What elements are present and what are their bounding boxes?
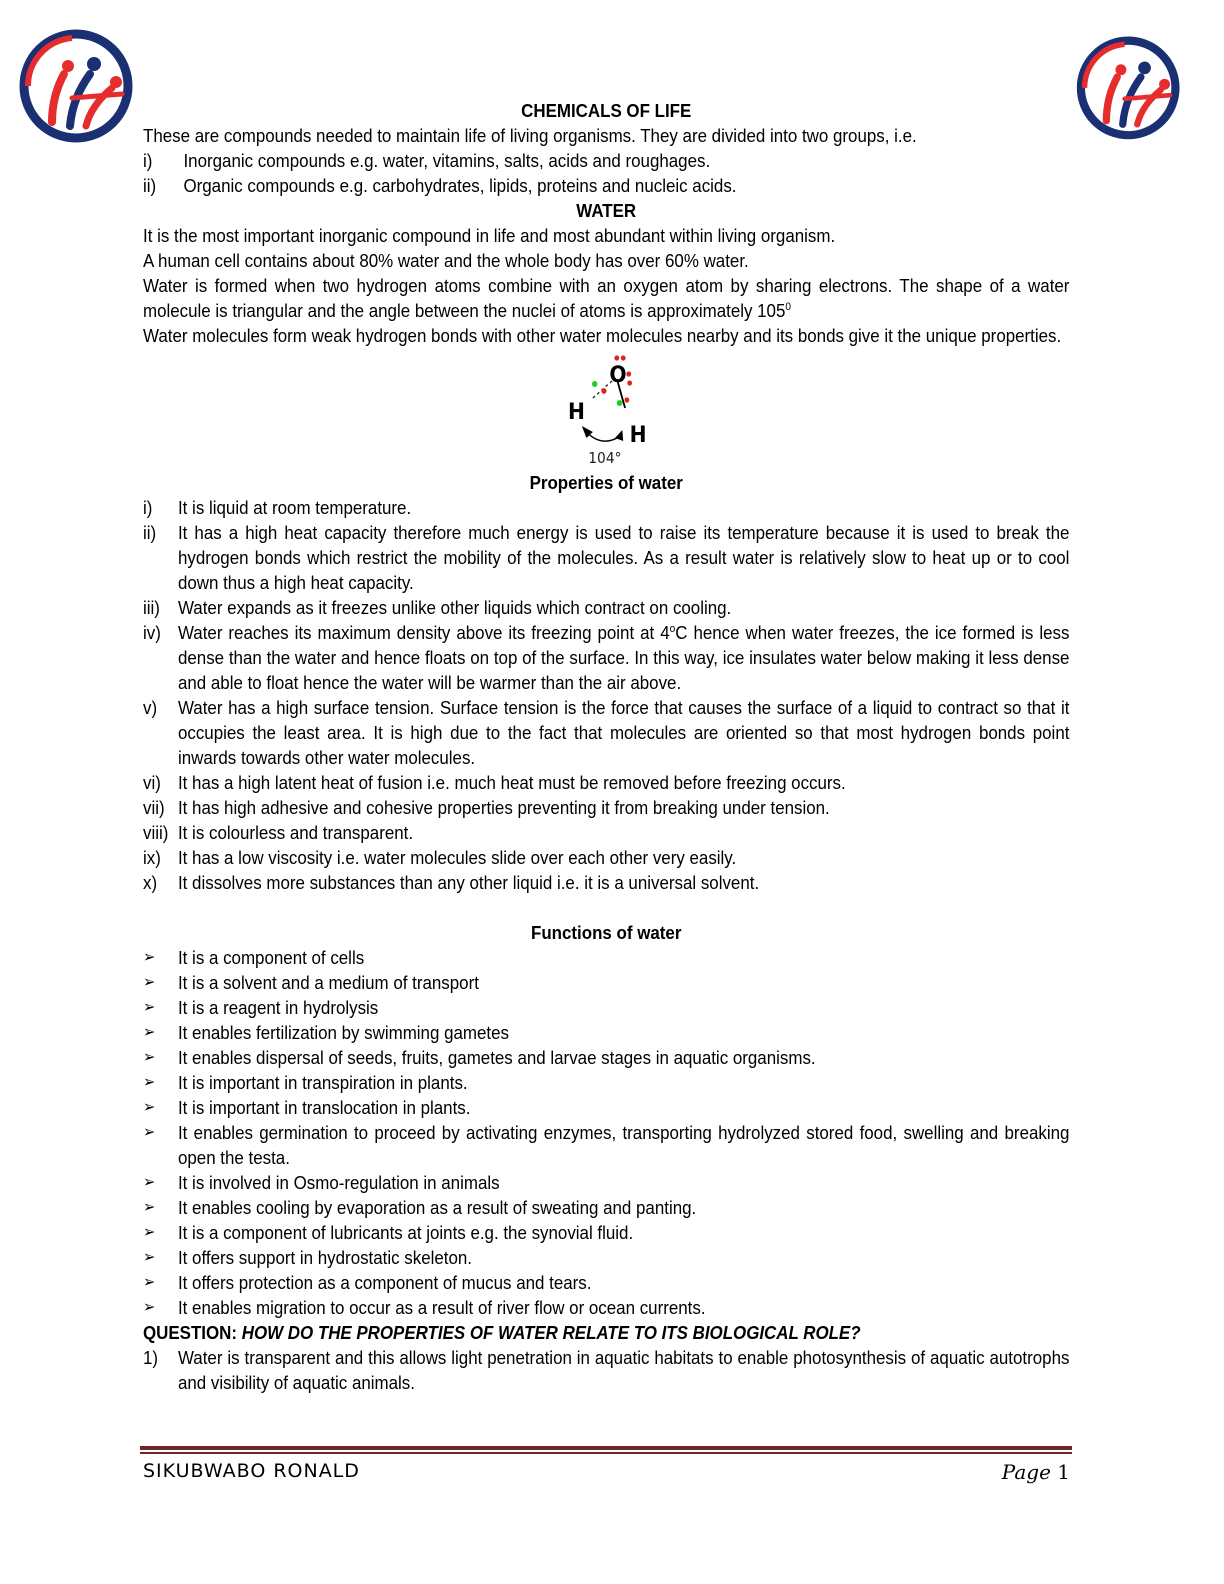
degree-superscript: o <box>669 622 676 635</box>
angle-label: 104° <box>587 450 622 468</box>
footer-rule <box>140 1446 1072 1450</box>
water-molecule-diagram <box>556 350 657 470</box>
water-heading: WATER <box>576 200 637 221</box>
logo-left <box>12 22 144 148</box>
property-number: ix) <box>143 847 161 868</box>
property-number: iii) <box>143 597 160 618</box>
electron-dot <box>626 371 631 376</box>
function-text: It is a reagent in hydrolysis <box>177 997 379 1018</box>
group-item <box>143 173 1069 198</box>
water-paragraph: A human cell contains about 80% water and the whole body has over 60% water. <box>143 250 749 271</box>
arrow-bullet-icon: ➢ <box>143 999 156 1016</box>
function-text: It enables fertilization by swimming gametes <box>177 1022 509 1043</box>
property-item <box>143 820 1069 845</box>
page-label: Page <box>1001 1460 1051 1484</box>
property-number: v) <box>143 697 158 718</box>
property-text: It has a low viscosity i.e. water molecules slide over each other very easily. <box>177 847 737 868</box>
property-item <box>143 795 1069 820</box>
electron-dot <box>592 381 598 387</box>
function-text: It enables migration to occur as a result of river flow or ocean currents. <box>177 1297 706 1318</box>
function-item <box>143 1270 1069 1295</box>
arrow-bullet-icon: ➢ <box>143 974 156 991</box>
answer-text: Water is transparent and this allows light penetration in aquatic habitats to enable photosynthesis of aquatic autotrophs and visibility of aquatic animals. <box>177 1347 1070 1393</box>
property-number: iv) <box>143 622 161 643</box>
arrow-bullet-icon: ➢ <box>143 1249 156 1266</box>
water-formed-text: Water is formed when two hydrogen atoms combine with an oxygen atom by sharing electrons. The shape of a water molecule is triangular and the angle between the nuclei of atoms is approximately 105 <box>143 275 1070 321</box>
water-paragraph: It is the most important inorganic compound in life and most abundant within living organism. <box>143 225 836 246</box>
function-text: It is important in transpiration in plants. <box>177 1072 468 1093</box>
property-text-part: Water reaches its maximum density above its freezing point at 4 <box>177 622 670 643</box>
property-text: It dissolves more substances than any other liquid i.e. it is a universal solvent. <box>177 872 760 893</box>
intro-paragraph: These are compounds needed to maintain life of living organisms. They are divided into two groups, i.e. <box>143 125 917 146</box>
property-number: i) <box>143 497 153 518</box>
question-line <box>143 1320 1069 1345</box>
arrow-bullet-icon: ➢ <box>143 1224 156 1241</box>
logo-right <box>1070 28 1190 146</box>
arrow-bullet-icon: ➢ <box>143 1124 156 1141</box>
question-label: QUESTION: <box>143 1322 238 1343</box>
arrow-bullet-icon: ➢ <box>143 1274 156 1291</box>
function-item <box>143 1070 1069 1095</box>
property-item <box>143 595 1069 620</box>
function-text: It offers protection as a component of mucus and tears. <box>177 1272 592 1293</box>
properties-heading: Properties of water <box>529 472 683 493</box>
arrow-bullet-icon: ➢ <box>143 1199 156 1216</box>
group-item <box>143 148 1069 173</box>
function-text: It is important in translocation in plants. <box>177 1097 471 1118</box>
group-number: i) <box>143 150 153 171</box>
oxygen-label: O <box>608 361 627 388</box>
group-number: ii) <box>143 175 157 196</box>
function-text: It is involved in Osmo-regulation in animals <box>177 1172 500 1193</box>
property-text: It has a high heat capacity therefore much energy is used to raise its temperature because it is used to break the hydrogen bonds which restrict the mobility of the molecules. As a result water is relatively slow to heat up or to cool down thus a high heat capacity. <box>177 522 1070 593</box>
function-item <box>143 1045 1069 1070</box>
page-number: 1 <box>1057 1460 1070 1484</box>
property-text-part: C hence when water freezes, the ice formed is less dense than the water and hence floats on top of the surface. In this way, ice insulates water below making it less dense and able to float hence the water will be warmer than the air above. <box>177 622 1070 693</box>
property-item <box>143 770 1069 795</box>
function-item <box>143 945 1069 970</box>
arrow-bullet-icon: ➢ <box>143 1024 156 1041</box>
property-number: ii) <box>143 522 157 543</box>
property-number: vi) <box>143 772 161 793</box>
property-text: It is colourless and transparent. <box>177 822 414 843</box>
electron-dot <box>627 380 632 385</box>
electron-dot <box>624 397 629 402</box>
water-formed-superscript: 0 <box>785 300 792 313</box>
function-text: It enables dispersal of seeds, fruits, gametes and larvae stages in aquatic organisms. <box>177 1047 816 1068</box>
arrow-bullet-icon: ➢ <box>143 1074 156 1091</box>
property-number: viii) <box>143 822 169 843</box>
electron-dot <box>601 388 606 394</box>
page-title: CHEMICALS OF LIFE <box>521 100 692 121</box>
property-item <box>143 870 1069 895</box>
water-bonds-paragraph: Water molecules form weak hydrogen bonds with other water molecules nearby and its bonds give it the unique properties. <box>143 325 1062 346</box>
function-item <box>143 1220 1069 1245</box>
functions-heading: Functions of water <box>531 922 682 943</box>
water-formed-paragraph <box>143 273 1069 323</box>
function-item <box>143 1295 1069 1320</box>
property-item <box>143 495 1069 520</box>
property-item <box>143 695 1069 770</box>
property-text: Water has a high surface tension. Surface tension is the force that causes the surface of a liquid to contract so that it occupies the least area. It is high due to the fact that molecules are oriented so that most hydrogen bonds point inwards towards other water molecules. <box>177 697 1070 768</box>
function-text: It enables germination to proceed by activating enzymes, transporting hydrolyzed stored food, swelling and breaking open the testa. <box>177 1122 1070 1168</box>
property-text <box>178 620 1069 695</box>
electron-dot <box>616 400 622 406</box>
footer-author: SIKUBWABO RONALD <box>143 1460 360 1482</box>
arrow-bullet-icon: ➢ <box>143 1099 156 1116</box>
electron-dot <box>620 355 625 360</box>
answer-item <box>143 1345 1069 1395</box>
property-item <box>143 620 1069 695</box>
property-text: It is liquid at room temperature. <box>177 497 412 518</box>
question-text: HOW DO THE PROPERTIES OF WATER RELATE TO ITS BIOLOGICAL ROLE? <box>241 1322 861 1343</box>
arrow-bullet-icon: ➢ <box>143 1299 156 1316</box>
hydrogen-label-left: H <box>567 398 585 425</box>
property-item <box>143 520 1069 595</box>
document-body <box>143 98 1069 1395</box>
group-text: Inorganic compounds e.g. water, vitamins, salts, acids and roughages. <box>183 150 711 171</box>
hydrogen-label-right: H <box>629 421 647 448</box>
function-item <box>143 1095 1069 1120</box>
function-item <box>143 1120 1069 1170</box>
function-item <box>143 995 1069 1020</box>
arrow-bullet-icon: ➢ <box>143 1174 156 1191</box>
property-item <box>143 845 1069 870</box>
property-text: It has a high latent heat of fusion i.e. much heat must be removed before freezing occurs. <box>177 772 846 793</box>
electron-dot <box>614 355 619 360</box>
function-text: It is a component of cells <box>177 947 365 968</box>
function-item <box>143 1245 1069 1270</box>
answer-number: 1) <box>143 1347 159 1368</box>
function-text: It is a component of lubricants at joints e.g. the synovial fluid. <box>177 1222 634 1243</box>
function-text: It offers support in hydrostatic skeleton. <box>177 1247 473 1268</box>
function-item <box>143 1195 1069 1220</box>
property-text: Water expands as it freezes unlike other liquids which contract on cooling. <box>177 597 732 618</box>
angle-arrowhead-right <box>615 430 623 441</box>
function-text: It is a solvent and a medium of transport <box>177 972 479 993</box>
arrow-bullet-icon: ➢ <box>143 1049 156 1066</box>
angle-arc <box>586 432 620 441</box>
footer-page-number <box>1002 1460 1070 1484</box>
footer-rule-thin <box>140 1452 1072 1454</box>
function-item <box>143 1020 1069 1045</box>
property-number: x) <box>143 872 158 893</box>
function-item <box>143 970 1069 995</box>
group-text: Organic compounds e.g. carbohydrates, lipids, proteins and nucleic acids. <box>183 175 737 196</box>
property-number: vii) <box>143 797 165 818</box>
function-item <box>143 1170 1069 1195</box>
arrow-bullet-icon: ➢ <box>143 949 156 966</box>
function-text: It enables cooling by evaporation as a result of sweating and panting. <box>177 1197 697 1218</box>
property-text: It has high adhesive and cohesive properties preventing it from breaking under tension. <box>177 797 830 818</box>
